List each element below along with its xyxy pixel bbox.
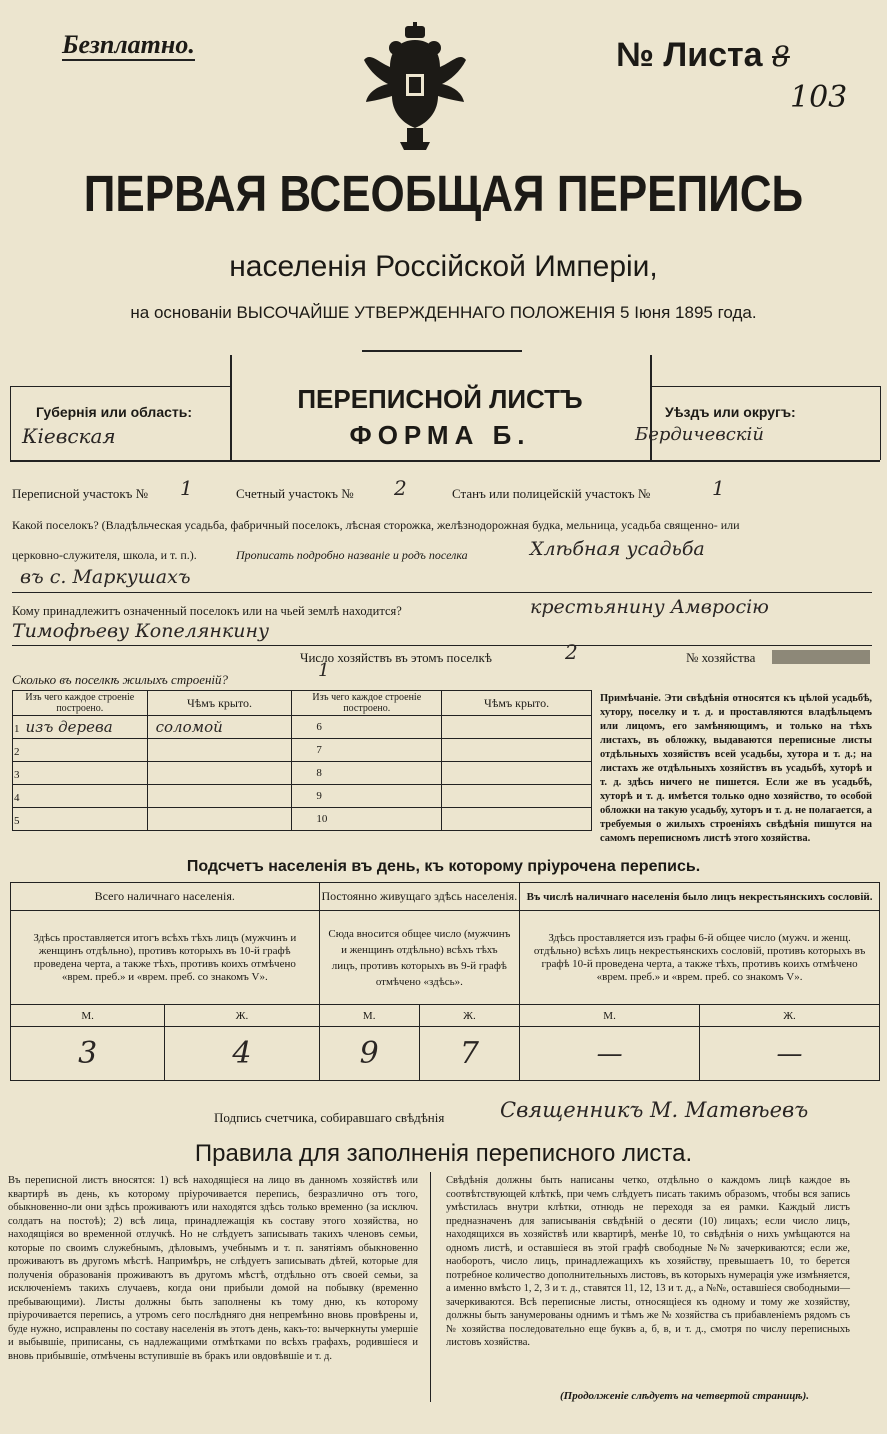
building-material-cell[interactable] bbox=[292, 808, 442, 831]
owner-label: Кому принадлежитъ означенный поселокъ или на чьей землѣ находится? bbox=[12, 604, 402, 618]
building-roof-cell[interactable] bbox=[147, 785, 292, 808]
divider bbox=[12, 645, 872, 646]
building-material-cell[interactable] bbox=[13, 739, 148, 762]
male-label: М. bbox=[11, 1005, 165, 1027]
buildings-table bbox=[12, 690, 592, 831]
page-subtitle: населенія Россійской Имперіи, bbox=[229, 250, 658, 283]
building-material-cell[interactable] bbox=[13, 762, 148, 785]
province-label: Губернія или область: bbox=[36, 404, 193, 420]
row-number: 6 bbox=[316, 721, 322, 733]
settlement-value[interactable]: Хлѣбная усадьба bbox=[530, 538, 705, 560]
column-header-roof: Чѣмъ крыто. bbox=[147, 691, 292, 716]
divider bbox=[10, 386, 230, 387]
male-label: М. bbox=[520, 1005, 700, 1027]
divider bbox=[430, 1172, 431, 1402]
female-label: Ж. bbox=[700, 1005, 880, 1027]
col1-title: Всего наличнаго населенія. bbox=[11, 883, 320, 911]
table-row bbox=[13, 808, 592, 831]
note-label: Примѣчаніе. bbox=[600, 693, 661, 704]
table-row bbox=[13, 762, 592, 785]
form-title: ПЕРЕПИСНОЙ ЛИСТЪ bbox=[297, 384, 583, 414]
district-label: Уѣздъ или округъ: bbox=[665, 404, 796, 420]
legal-basis: на основаніи ВЫСОЧАЙШЕ УТВЕРЖДЕННАГО ПОЛОЖЕНІЯ 5 Іюня 1895 года. bbox=[130, 303, 757, 322]
rules-right-text: Свѣдѣнія должны быть написаны четко, отдѣльно о каждомъ лицѣ каждое въ соотвѣтствующей клѣткѣ, при чемъ слѣдуетъ писать такимъ образомъ, чтобы вся запись умѣстилась внутри клѣтки, отнюдь не переходя за ея рамки. Каждый листъ предназначенъ для записыванія свѣдѣній о десяти (10) лицахъ; если число лицъ, находящихся въ хозяйствѣ или квартирѣ, менѣе 10, то свѣдѣнія о нихъ умѣщаются на одномъ листѣ, и оставшіеся въ этой графѣ свободные №№ зачеркиваются; если же, наоборотъ, число лицъ, принадлежащихъ къ хозяйству, превышаетъ 10, то берется потребное количество дополнительныхъ листовъ, въ которыхъ нумерація уже измѣняется, а именно вмѣсто 1, 2, 3 и т. д., ставятся 11, 12, 13 и т. д., а №№, оставшіеся свободными—зачеркиваются. Всѣ переписные листы, относящіеся къ одному и тому же хозяйству, должны быть занумерованы однимъ и тѣмъ же № хозяйства съ прибавленіемъ рядомъ съ № хозяйства последовательно еще буквъ а, б, в, и т. д., смотря по числу переписныхъ листовъ хозяйства. bbox=[446, 1175, 850, 1348]
population-table bbox=[10, 882, 880, 1081]
female-label: Ж. bbox=[419, 1005, 519, 1027]
col3-title: Въ числѣ наличнаго населенія было лицъ некрестьянскихъ сословій. bbox=[520, 883, 880, 911]
building-material-cell[interactable] bbox=[292, 762, 442, 785]
counting-area-value[interactable]: 2 bbox=[394, 476, 407, 500]
divider bbox=[12, 592, 872, 593]
building-roof-cell[interactable] bbox=[147, 808, 292, 831]
archive-number: 103 bbox=[790, 80, 848, 115]
owner-value-2[interactable]: Тимофѣеву Копелянкину bbox=[12, 620, 270, 642]
census-area-value[interactable]: 1 bbox=[180, 476, 193, 500]
row-number: 1 bbox=[14, 723, 20, 735]
resident-female-value[interactable]: 7 bbox=[419, 1027, 519, 1081]
divider bbox=[10, 460, 880, 462]
note-text: Эти свѣдѣнія относятся къ цѣлой усадьбѣ, хутору, поселку и т. д. и проставляются владѣльцемъ или лицомъ, его замѣняющимъ, и только на тѣхъ листахъ, въ обложку, выдаваются переписные листы отдѣльныхъ хозяйствъ всей усадьбы, хутора и т. д.; на листахъ же отдѣльныхъ хозяйствъ въ усадьбѣ, хуторѣ и т. д. здѣсь ничего не пишется. Если же въ усадьбѣ, хуторѣ и т. д. имѣется только одно хозяйство, то особой обложки на такую усадьбу, хуторъ и т. д. не полагается, а требуемыя о жилыхъ строеніяхъ свѣдѣнія пишутся на самомъ переписномъ листѣ этого хозяйства. bbox=[600, 693, 872, 844]
households-value[interactable]: 2 bbox=[565, 640, 578, 664]
stan-label: Станъ или полицейскій участокъ № bbox=[452, 486, 651, 501]
sheet-number-value: 8 bbox=[772, 40, 790, 73]
row-number: 3 bbox=[14, 769, 20, 781]
signature-label: Подпись счетчика, собиравшаго свѣдѣнія bbox=[214, 1110, 445, 1125]
buildings-label: Сколько въ поселкѣ жилыхъ строеній? bbox=[12, 672, 229, 687]
building-roof-cell[interactable] bbox=[442, 785, 592, 808]
page-title: ПЕРВАЯ ВСЕОБЩАЯ ПЕРЕПИСЬ bbox=[83, 166, 804, 223]
settlement-instruction: Прописать подробно названіе и родъ поселка bbox=[236, 548, 468, 562]
building-material-cell[interactable] bbox=[292, 716, 442, 739]
col2-title: Постоянно живущаго здѣсь населенія. bbox=[319, 883, 520, 911]
building-material-cell[interactable] bbox=[13, 808, 148, 831]
counting-area-label: Счетный участокъ № bbox=[236, 486, 354, 501]
col2-text: Сюда вносится общее число (мужчинъ и женщинъ отдѣльно) всѣхъ тѣхъ лицъ, противъ которыхъ въ 9-й графѣ отмѣчено «здѣсь». bbox=[319, 911, 520, 1005]
col1-text: Здѣсь проставляется итогъ всѣхъ тѣхъ лицъ (мужчинъ и женщинъ отдѣльно), противъ которыхъ въ 10-й графѣ проведена черта, а также тѣхъ, противъ коихъ отмѣчено «врем. преб.» и «врем. преб. со знакомъ V». bbox=[11, 911, 320, 1005]
rules-left-text: Въ переписной листъ вносятся: 1) всѣ находящіеся на лицо въ данномъ хозяйствѣ или квартирѣ въ день, къ которому пріурочивается перепись, безразлично отъ того, обыкновенно-ли они здѣсь проживаютъ или находятся здѣсь только временно (за исключ. солдатъ на постоѣ); 2) всѣ лица, принадлежащія къ составу этого хозяйства, но находящіяся во временной отлучкѣ. Но не слѣдуетъ записывать такихъ членовъ семьи, которые по своимъ служебнымъ, дѣловымъ, учебнымъ и т. п. занятіямъ обыкновенно проживаютъ въ другомъ мѣстѣ. Напримѣръ, не слѣдуетъ записывать дѣтей, которые для полученія образованія проживаютъ въ другомъ мѣстѣ, отдѣльно отъ своей семьи, за исключеніемъ такихъ случаевъ, когда они прибыли домой на побывку (временно пребывающими). Листы должны быть заполнены къ тому дню, къ которому пріурочивается перепись, а утромъ сего послѣдняго дня непремѣнно вновь провѣрены и, буде нужно, исправлены по составу населенія въ этотъ день, какъ-то: вычеркнуты умершіе и выбывшіе, приписаны, съ надлежащими отмѣтками по всѣхъ графахъ, родившіеся и вновь прибывшіе, отмѣчены вступившіе въ бракъ или овдовѣвшіе и т. д. bbox=[8, 1175, 418, 1362]
census-area-label: Переписной участокъ № bbox=[12, 486, 149, 501]
settlement-label: Какой поселокъ? (Владѣльческая усадьба, фабричный поселокъ, лѣсная сторожка, желѣзнодорожная будка, мельница, усадьба священно- или bbox=[12, 518, 740, 532]
row-number: 10 bbox=[316, 813, 328, 825]
building-material-cell[interactable] bbox=[292, 785, 442, 808]
free-label: Безплатно. bbox=[62, 30, 195, 59]
building-roof-cell[interactable] bbox=[147, 739, 292, 762]
sheet-number-label: № Листа bbox=[616, 36, 763, 74]
building-material-cell[interactable] bbox=[13, 785, 148, 808]
divider bbox=[362, 350, 522, 352]
divider bbox=[880, 386, 881, 460]
building-material-cell[interactable] bbox=[292, 739, 442, 762]
building-roof-cell[interactable]: соломой bbox=[147, 716, 292, 739]
settlement-label-2: церковно-служителя, школа, и т. п.). bbox=[12, 548, 197, 562]
nonpeasant-male-value[interactable]: — bbox=[520, 1027, 700, 1081]
household-no-value[interactable] bbox=[772, 650, 870, 664]
table-row bbox=[13, 785, 592, 808]
households-label: Число хозяйствъ въ этомъ поселкѣ bbox=[300, 650, 492, 665]
form-name: ФОРМА Б. bbox=[349, 420, 531, 450]
nonpeasant-female-value[interactable]: — bbox=[700, 1027, 880, 1081]
sheet-number-field bbox=[616, 36, 790, 75]
row-number: 9 bbox=[316, 790, 322, 802]
resident-male-value[interactable]: 9 bbox=[319, 1027, 419, 1081]
building-roof-cell[interactable] bbox=[147, 762, 292, 785]
total-female-value[interactable]: 4 bbox=[165, 1027, 319, 1081]
building-roof-cell[interactable] bbox=[442, 739, 592, 762]
district-value[interactable]: Бердичевскій bbox=[635, 424, 764, 445]
settlement-value-2[interactable]: въ с. Маркушахъ bbox=[20, 566, 191, 588]
rules-title: Правила для заполненія переписного листа. bbox=[194, 1140, 693, 1167]
divider bbox=[650, 386, 880, 387]
table-row bbox=[13, 716, 592, 739]
buildings-value[interactable]: 1 bbox=[318, 660, 330, 681]
column-header-roof-2: Чѣмъ крыто. bbox=[442, 691, 592, 716]
note bbox=[600, 692, 872, 846]
column-header-material-2: Изъ чего каждое строеніе построено. bbox=[292, 691, 442, 716]
column-header-material: Изъ чего каждое строеніе построено. bbox=[13, 691, 148, 716]
building-roof-cell[interactable] bbox=[442, 762, 592, 785]
province-value[interactable]: Кіевская bbox=[22, 424, 116, 448]
building-material-value: изъ дерева bbox=[25, 718, 113, 736]
female-label: Ж. bbox=[165, 1005, 319, 1027]
total-male-value[interactable]: 3 bbox=[11, 1027, 165, 1081]
building-material-cell[interactable] bbox=[13, 716, 148, 739]
row-number: 8 bbox=[316, 767, 322, 779]
building-roof-cell[interactable] bbox=[442, 808, 592, 831]
rules-continued: (Продолженіе слѣдуетъ на четвертой страницѣ). bbox=[560, 1390, 810, 1402]
row-number: 4 bbox=[14, 792, 20, 804]
household-no-label: № хозяйства bbox=[686, 650, 756, 665]
building-roof-cell[interactable] bbox=[442, 716, 592, 739]
signature-value[interactable]: Священникъ М. Матвѣевъ bbox=[500, 1098, 809, 1122]
population-heading: Подсчетъ населенія въ день, къ которому пріурочена перепись. bbox=[186, 858, 701, 875]
row-number: 5 bbox=[14, 815, 20, 827]
stan-value[interactable]: 1 bbox=[712, 476, 725, 500]
table-row bbox=[13, 739, 592, 762]
row-number: 2 bbox=[14, 746, 20, 758]
col3-text: Здѣсь проставляется изъ графы 6-й общее число (мужч. и женщ. отдѣльно) всѣхъ лицъ некрестьянскихъ сословій, противъ которыхъ въ графѣ 10-й проведена черта, а также тѣхъ, противъ коихъ отмѣчено «врем. преб.» и «врем. преб. со знакомъ V». bbox=[520, 911, 880, 1005]
row-number: 7 bbox=[316, 744, 322, 756]
double-headed-eagle-icon bbox=[360, 22, 470, 152]
divider bbox=[10, 386, 11, 460]
male-label: М. bbox=[319, 1005, 419, 1027]
owner-value[interactable]: крестьянину Амвросію bbox=[530, 596, 769, 618]
